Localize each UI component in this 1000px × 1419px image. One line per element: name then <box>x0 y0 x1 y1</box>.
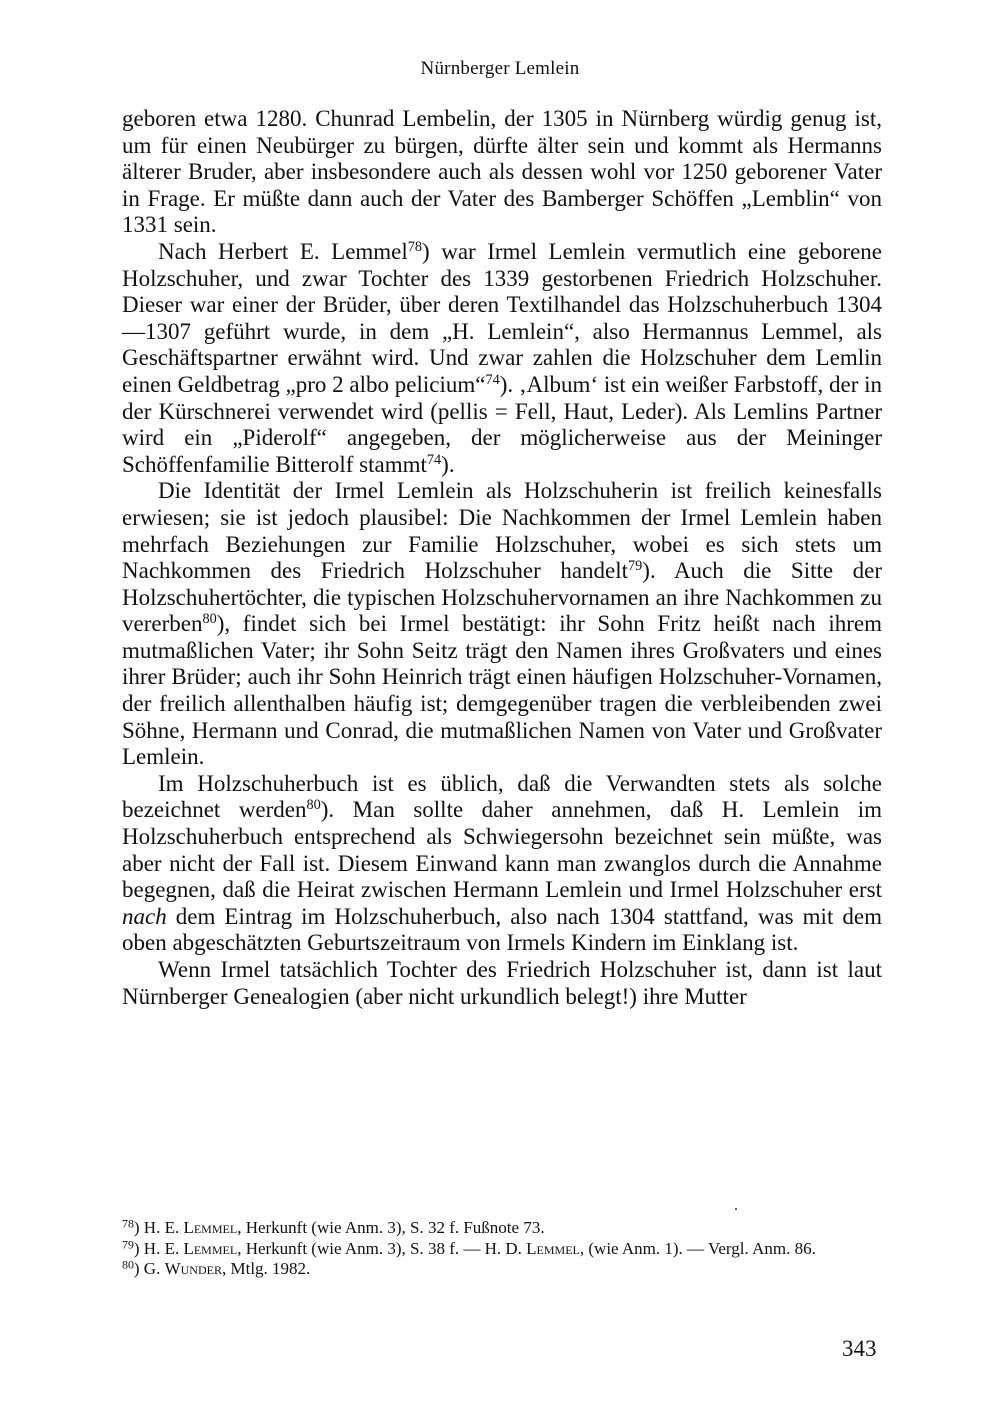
emphasis: nach <box>122 903 167 929</box>
paragraph-3: Die Identität der Irmel Lemlein als Holzschuherin ist freilich keinesfalls erwiesen; sie ist jedoch plausibel: Die Nachkommen der Irmel Lemlein haben mehrfach Beziehungen zur Familie Holzschuher, wobei es sich stets um Nachkommen des Friedrich Holzschuher handelt$^{79}$). Auch die Sitte der Holzschuhertöchter, die typischen Holzschuhervornamen an ihre Nachkommen zu vererben$^{80}$), findet sich bei Irmel bestätigt: ihr Sohn Fritz heißt nach ihrem mutmaßlichen Vater; ihr Sohn Seitz trägt den Namen ihres Großvaters und eines ihrer Brüder; auch ihr Sohn Heinrich trägt einen häufigen Holzschuher-Vornamen, der freilich allenthalben häufig ist; demgegenüber tragen die verbleibenden zwei Söhne, Hermann und Conrad, die mutmaßlichen Namen von Vater und Großvater Lemlein. <box>122 478 882 770</box>
footnote-ref[interactable]: 74 <box>485 372 500 389</box>
running-header: Nürnberger Lemlein <box>420 58 580 79</box>
stray-mark <box>735 1208 737 1210</box>
footnote-number: 79 <box>122 1237 134 1252</box>
footnote-number: 78 <box>122 1216 134 1231</box>
footnote-80: $^{80}$) G. Wunder, Mtlg. 1982. <box>122 1257 311 1278</box>
author-name: Lemmel <box>183 1238 238 1258</box>
author-name: Lemmel <box>526 1238 580 1258</box>
footnote-ref[interactable]: 80 <box>306 797 321 814</box>
footnote-ref[interactable]: 79 <box>628 558 643 575</box>
footnotes <box>122 1218 882 1280</box>
footnote-number: 80 <box>122 1257 134 1272</box>
author-name: Wunder <box>164 1259 222 1278</box>
footnote-ref[interactable]: 74 <box>426 451 442 468</box>
paragraph-2: Nach Herbert E. Lemmel$^{78}$) war Irmel Lemlein vermutlich eine geborene Holzschuher, und zwar Tochter des 1339 gestorbenen Friedrich Holzschuher. Dieser war einer der Brüder, über deren Textilhandel das Holzschuherbuch 1304—1307 geführt wurde, in dem „H. Lemlein“, also Hermannus Lemmel, als Geschäftspartner erwähnt wird. Und zwar zahlen die Holzschuher dem Lemlin einen Geldbetrag „pro 2 albo pelicium“$^{74}$). ‚Album‘ ist ein weißer Farbstoff, der in der Kürschnerei verwendet wird (pellis = Fell, Haut, Leder). Als Lemlins Partner wird ein „Piderolf“ angegeben, der möglicherweise aus der Meininger Schöffenfamilie Bitterolf stammt$^{74}$). <box>122 238 883 477</box>
footnote-ref[interactable]: 78 <box>407 239 423 256</box>
footnote-79: $^{79}$) H. E. Lemmel, Herkunft (wie Anm. 3), S. 38 f. — H. D. Lemmel, (wie Anm. 1). — Vergl. Anm. 86. <box>122 1237 816 1258</box>
footnote-ref[interactable]: 80 <box>202 611 217 628</box>
author-name: Lemmel <box>183 1218 238 1237</box>
main-text <box>122 106 882 1010</box>
paragraph-4: Im Holzschuherbuch ist es üblich, daß die Verwandten stets als solche bezeichnet werden$^{80}$). Man sollte daher annehmen, daß H. Lemlein im Holzschuherbuch entsprechend als Schwiegersohn bezeichnet sein müßte, was aber nicht der Fall ist. Diesem Einwand kann man zwanglos durch die Annahme begegnen, daß die Heirat zwischen Hermann Lemlein und Irmel Holzschuher erst nach dem Eintrag im Holzschuherbuch, also nach 1304 stattfand, was mit dem oben abgeschätzten Geburtszeitraum von Irmels Kindern im Einklang ist. <box>122 770 882 956</box>
footnote-78: $^{78}$) H. E. Lemmel, Herkunft (wie Anm. 3), S. 32 f. Fußnote 73. <box>122 1216 545 1237</box>
page-number: 343 <box>842 1336 877 1361</box>
paragraph-5: Wenn Irmel tatsächlich Tochter des Friedrich Holzschuher ist, dann ist laut Nürnberger Genealogien (aber nicht urkundlich belegt!) ihre Mutter <box>122 957 882 1009</box>
paragraph-1: geboren etwa 1280. Chunrad Lembelin, der 1305 in Nürnberg würdig genug ist, um für einen Neubürger zu bürgen, dürfte älter sein und kommt als Hermanns älterer Bruder, aber insbesondere auch als dessen wohl vor 1250 geborener Vater in Frage. Er müßte dann auch der Vater des Bamberger Schöffen „Lemblin“ von 1331 sein. <box>122 106 882 238</box>
